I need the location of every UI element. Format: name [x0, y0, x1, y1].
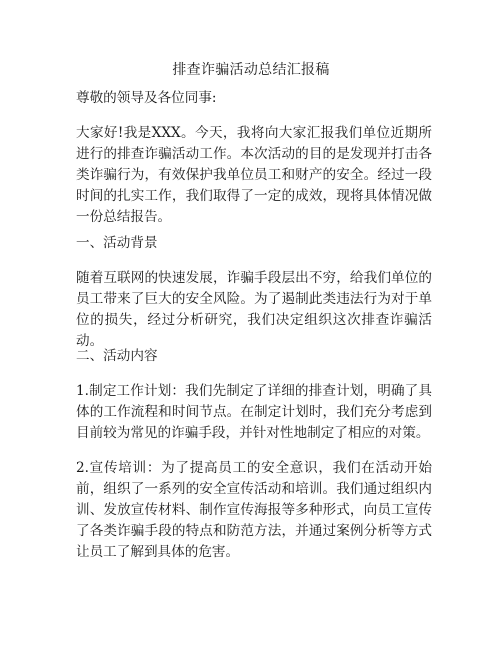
- background-paragraph: 随着互联网的快速发展，诈骗手段层出不穷，给我们单位的员工带来了巨大的安全风险。为了遏制此类违法行为对于单位的损失，经过分析研究，我们决定组织这次排查诈骗活动。: [76, 270, 432, 349]
- list-item-plan: 1.制定工作计划：我们先制定了详细的排查计划，明确了具体的工作流程和时间节点。在制定计划时，我们充分考虑到目前较为常见的诈骗手段，并针对性地制定了相应的对策。: [76, 383, 432, 441]
- section-heading-background: 一、活动背景: [76, 235, 158, 251]
- document-title: 排查诈骗活动总结汇报稿: [172, 62, 330, 78]
- section-heading-content: 二、活动内容: [76, 348, 158, 364]
- list-item-training: 2.宣传培训：为了提高员工的安全意识，我们在活动开始前，组织了一系列的安全宣传活动和培训。我们通过组织内训、发放宣传材料、制作宣传海报等多种形式，向员工宣传了各类诈骗手段的特点和防范方法，并通过案例分析等方式让员工了解到具体的危害。: [76, 460, 432, 560]
- intro-paragraph: 大家好!我是XXX。今天，我将向大家汇报我们单位近期所进行的排查诈骗活动工作。本次活动的目的是发现并打击各类诈骗行为，有效保护我单位员工和财产的安全。经过一段时间的扎实工作，我们取得了一定的成效，现将具体情况做一份总结报告。: [76, 125, 432, 225]
- greeting-line: 尊敬的领导及各位同事:: [76, 90, 217, 106]
